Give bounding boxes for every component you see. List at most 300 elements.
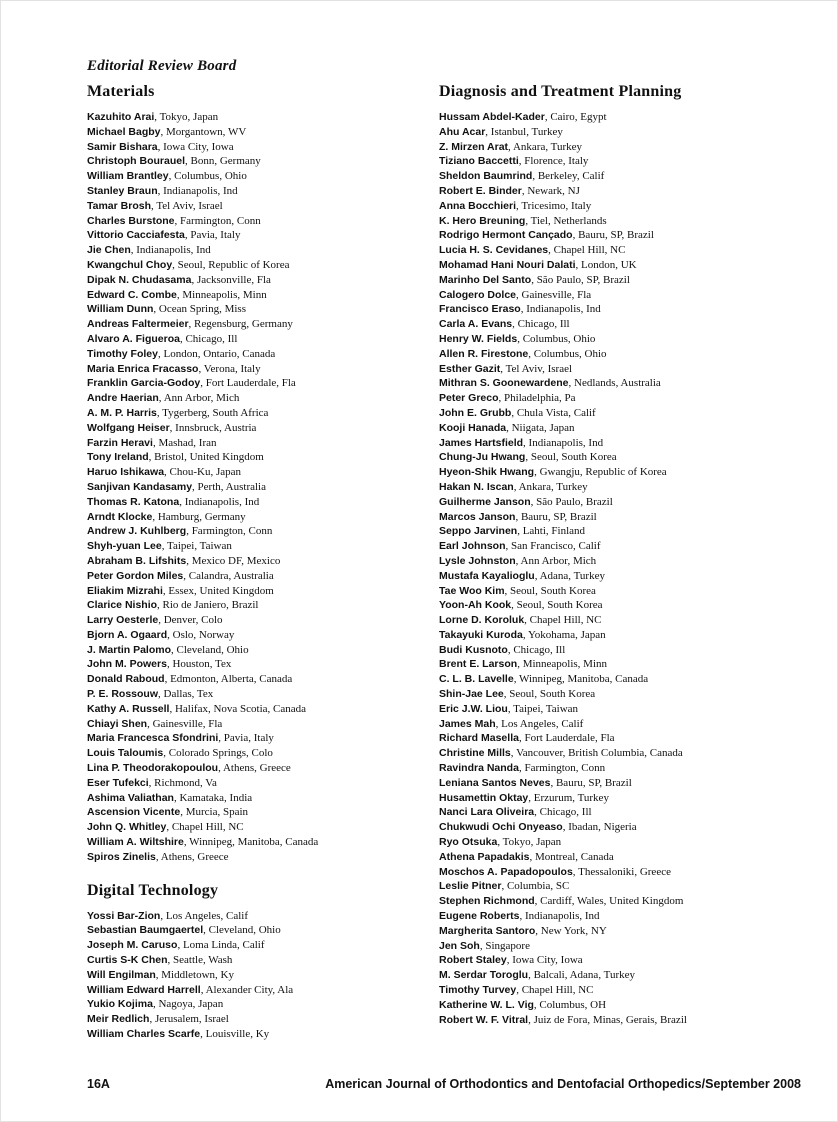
reviewer-location: Ocean Spring, Miss xyxy=(158,303,246,316)
reviewer-entry: Donald Raboud, Edmonton, Alberta, Canada xyxy=(87,673,293,686)
reviewer-entry: Peter Gordon Miles, Calandra, Australia xyxy=(87,569,274,582)
reviewer-entry: C. L. B. Lavelle, Winnipeg, Manitoba, Canada xyxy=(439,673,649,686)
reviewer-location: Seattle, Wash xyxy=(173,954,233,967)
reviewer-name: Marinho Del Santo xyxy=(439,273,532,286)
reviewer-name: Stephen Richmond xyxy=(439,895,535,908)
reviewer-entry: Andrew J. Kuhlberg, Farmington, Conn xyxy=(87,525,273,538)
reviewer-entry: Tiziano Baccetti, Florence, Italy xyxy=(439,155,589,168)
reviewer-entry: Tony Ireland, Bristol, United Kingdom xyxy=(87,451,264,464)
reviewer-entry: Kwangchul Choy, Seoul, Republic of Korea xyxy=(87,258,290,271)
section-title: Materials xyxy=(87,83,155,100)
reviewer-name: Hussam Abdel-Kader xyxy=(439,111,545,123)
reviewer-entry: Yossi Bar-Zion, Los Angeles, Calif xyxy=(87,909,249,922)
reviewer-entry: James Hartsfield, Indianapolis, Ind xyxy=(439,436,604,449)
reviewer-name: Leniana Santos Neves xyxy=(439,776,551,789)
reviewer-location: Montreal, Canada xyxy=(534,850,614,863)
reviewer-entry: Haruo Ishikawa, Chou-Ku, Japan xyxy=(87,466,242,479)
reviewer-location: Iowa City, Iowa xyxy=(512,954,583,967)
reviewer-location: Oslo, Norway xyxy=(172,628,235,641)
reviewer-entry: John M. Powers, Houston, Tex xyxy=(87,658,232,671)
reviewer-location: Chula Vista, Calif xyxy=(516,406,596,419)
reviewer-entry: Robert Staley, Iowa City, Iowa xyxy=(439,954,583,967)
reviewer-location: Chapel Hill, NC xyxy=(171,821,244,834)
reviewer-location: Farmington, Conn xyxy=(191,525,273,538)
reviewer-name: K. Hero Breuning xyxy=(439,214,526,227)
reviewer-entry: Jen Soh, Singapore xyxy=(439,939,530,952)
reviewer-entry: Anna Bocchieri, Tricesimo, Italy xyxy=(439,199,592,212)
reviewer-name: Andrew J. Kuhlberg xyxy=(87,525,187,538)
reviewer-entry: Curtis S-K Chen, Seattle, Wash xyxy=(87,954,233,967)
reviewer-location: Essex, United Kingdom xyxy=(168,584,274,597)
reviewer-entry: A. M. P. Harris, Tygerberg, South Africa xyxy=(87,406,269,419)
reviewer-location: Colorado Springs, Colo xyxy=(168,747,273,760)
reviewer-name: Shin-Jae Lee xyxy=(439,688,504,701)
reviewer-entry: Thomas R. Katona, Indianapolis, Ind xyxy=(87,495,260,508)
reviewer-name: Spiros Zinelis xyxy=(87,850,156,863)
reviewer-location: Cairo, Egypt xyxy=(550,111,607,123)
reviewer-entry: Leniana Santos Neves, Bauru, SP, Brazil xyxy=(439,776,632,789)
reviewer-name: Edward C. Combe xyxy=(87,288,177,301)
reviewer-location: Winnipeg, Manitoba, Canada xyxy=(519,673,649,686)
reviewer-location: Ann Arbor, Mich xyxy=(520,554,597,567)
reviewer-entry: Shin-Jae Lee, Seoul, South Korea xyxy=(439,688,596,701)
reviewer-entry: Seppo Jarvinen, Lahti, Finland xyxy=(439,525,586,538)
reviewer-location: Houston, Tex xyxy=(172,658,232,671)
reviewer-entry: Arndt Klocke, Hamburg, Germany xyxy=(87,510,246,523)
reviewer-name: Andreas Faltermeier xyxy=(87,318,189,331)
reviewer-entry: Timothy Turvey, Chapel Hill, NC xyxy=(439,984,594,997)
reviewer-name: Larry Oesterle xyxy=(87,614,159,627)
reviewer-entry: Earl Johnson, San Francisco, Calif xyxy=(439,540,601,553)
section-title: Digital Technology xyxy=(87,881,219,899)
reviewer-name: Thomas R. Katona xyxy=(87,495,180,508)
reviewer-location: Innsbruck, Austria xyxy=(175,421,257,434)
reviewer-location: Cleveland, Ohio xyxy=(208,924,281,937)
reviewer-name: Henry W. Fields xyxy=(439,332,518,345)
reviewer-location: Erzurum, Turkey xyxy=(533,791,609,804)
reviewer-name: John E. Grubb xyxy=(439,406,512,419)
reviewer-location: Alexander City, Ala xyxy=(205,983,294,996)
reviewer-name: Wolfgang Heiser xyxy=(87,421,170,434)
reviewer-entry: Ahu Acar, Istanbul, Turkey xyxy=(439,125,563,138)
reviewer-name: Sheldon Baumrind xyxy=(439,170,533,183)
reviewer-entry: Larry Oesterle, Denver, Colo xyxy=(87,614,223,627)
reviewer-name: Robert W. F. Vitral xyxy=(439,1013,529,1026)
journal-title-line: American Journal of Orthodontics and Dentofacial Orthopedics/September 2008 xyxy=(325,1077,801,1091)
reviewer-location: Chapel Hill, NC xyxy=(553,244,626,257)
reviewer-entry: Chiayi Shen, Gainesville, Fla xyxy=(87,717,223,730)
reviewer-entry: Dipak N. Chudasama, Jacksonville, Fla xyxy=(87,273,271,286)
reviewer-name: Timothy Turvey xyxy=(439,984,517,997)
reviewer-location: Chicago, Ill xyxy=(517,318,570,331)
reviewer-entry: Meir Redlich, Jerusalem, Israel xyxy=(87,1013,229,1026)
reviewer-name: Esther Gazit xyxy=(439,362,501,375)
reviewer-name: Louis Taloumis xyxy=(87,747,164,760)
reviewer-location: Indianapolis, Ind xyxy=(526,303,601,316)
reviewer-name: William Dunn xyxy=(87,303,154,316)
reviewer-name: Francisco Eraso xyxy=(439,303,521,316)
reviewer-location: Indianapolis, Ind xyxy=(528,436,604,449)
reviewer-entry: Chung-Ju Hwang, Seoul, South Korea xyxy=(439,451,617,464)
reviewer-entry: Sheldon Baumrind, Berkeley, Calif xyxy=(439,170,605,183)
reviewer-name: Kwangchul Choy xyxy=(87,258,173,271)
reviewer-name: Anna Bocchieri xyxy=(439,199,517,212)
reviewer-location: London, Ontario, Canada xyxy=(163,347,276,360)
reviewer-name: Curtis S-K Chen xyxy=(87,954,168,967)
reviewer-entry: Joseph M. Caruso, Loma Linda, Calif xyxy=(87,939,265,952)
reviewer-name: William Charles Scarfe xyxy=(87,1028,201,1041)
reviewer-location: Denver, Colo xyxy=(163,614,223,627)
reviewer-entry: Carla A. Evans, Chicago, Ill xyxy=(439,318,570,331)
reviewer-location: Regensburg, Germany xyxy=(194,318,293,331)
reviewer-entry: Christoph Bourauel, Bonn, Germany xyxy=(87,155,261,168)
page-number: 16A xyxy=(87,1077,110,1091)
reviewer-entry: Eliakim Mizrahi, Essex, United Kingdom xyxy=(87,584,274,597)
reviewer-location: Indianapolis, Ind xyxy=(184,495,260,508)
reviewer-location: Chapel Hill, NC xyxy=(529,614,602,627)
reviewer-name: Vittorio Cacciafesta xyxy=(87,229,185,242)
editorial-review-board-heading: Editorial Review Board xyxy=(87,58,237,74)
reviewer-entry: Richard Masella, Fort Lauderdale, Fla xyxy=(439,732,615,745)
reviewer-name: Carla A. Evans xyxy=(439,318,513,331)
reviewer-location: Edmonton, Alberta, Canada xyxy=(170,673,293,686)
reviewer-entry: Andre Haerian, Ann Arbor, Mich xyxy=(87,392,240,405)
reviewer-entry: Peter Greco, Philadelphia, Pa xyxy=(439,392,576,405)
reviewer-name: Mustafa Kayalioglu xyxy=(439,569,535,582)
reviewer-name: Lucia H. S. Cevidanes xyxy=(439,244,549,257)
reviewer-name: Richard Masella xyxy=(439,732,519,745)
reviewer-name: Dipak N. Chudasama xyxy=(87,273,192,286)
reviewer-entry: Nanci Lara Oliveira, Chicago, Ill xyxy=(439,806,592,819)
reviewer-entry: Andreas Faltermeier, Regensburg, Germany xyxy=(87,318,293,331)
reviewer-name: Maria Francesca Sfondrini xyxy=(87,732,219,745)
reviewer-location: Morgantown, WV xyxy=(166,125,247,138)
reviewer-location: Middletown, Ky xyxy=(161,968,234,981)
reviewer-entry: William Edward Harrell, Alexander City, Ala xyxy=(87,983,294,996)
reviewer-location: Philadelphia, Pa xyxy=(504,392,576,405)
reviewer-entry: Mustafa Kayalioglu, Adana, Turkey xyxy=(439,569,605,582)
reviewer-location: Thessaloniki, Greece xyxy=(578,865,671,878)
reviewer-entry: Francisco Eraso, Indianapolis, Ind xyxy=(439,303,601,316)
reviewer-entry: Ryo Otsuka, Tokyo, Japan xyxy=(439,836,562,849)
reviewer-name: Guilherme Janson xyxy=(439,495,531,508)
reviewer-entry: Ascension Vicente, Murcia, Spain xyxy=(87,806,249,819)
reviewer-name: Peter Gordon Miles xyxy=(87,569,184,582)
reviewer-name: Eric J.W. Liou xyxy=(439,702,508,715)
reviewer-entry: William Charles Scarfe, Louisville, Ky xyxy=(87,1028,270,1041)
reviewer-entry: Louis Taloumis, Colorado Springs, Colo xyxy=(87,747,273,760)
reviewer-name: Calogero Dolce xyxy=(439,288,517,301)
reviewer-entry: Vittorio Cacciafesta, Pavia, Italy xyxy=(87,229,241,242)
reviewer-name: Jie Chen xyxy=(87,244,131,257)
reviewer-entry: Kooji Hanada, Niigata, Japan xyxy=(439,421,575,434)
reviewer-location: Cardiff, Wales, United Kingdom xyxy=(540,895,684,908)
reviewer-location: Nedlands, Australia xyxy=(574,377,661,390)
reviewer-name: Andre Haerian xyxy=(87,392,159,405)
review-section xyxy=(87,881,439,1042)
reviewer-name: Eliakim Mizrahi xyxy=(87,584,163,597)
right-sections xyxy=(439,82,803,1027)
reviewer-location: Lahti, Finland xyxy=(522,525,586,538)
reviewer-entry: Henry W. Fields, Columbus, Ohio xyxy=(439,332,596,345)
reviewer-location: Tiel, Netherlands xyxy=(530,214,607,227)
reviewer-name: Farzin Heravi xyxy=(87,436,153,449)
reviewer-location: Bristol, United Kingdom xyxy=(154,451,264,464)
reviewer-entry: M. Serdar Toroglu, Balcali, Adana, Turkey xyxy=(439,969,635,982)
reviewer-location: São Paulo, Brazil xyxy=(536,495,613,508)
reviewer-name: Ascension Vicente xyxy=(87,806,181,819)
reviewer-entry: William Brantley, Columbus, Ohio xyxy=(87,170,247,183)
reviewer-location: Tokyo, Japan xyxy=(502,836,562,849)
reviewer-name: Lorne D. Koroluk xyxy=(439,614,525,627)
reviewer-entry: William A. Wiltshire, Winnipeg, Manitoba, Canada xyxy=(87,836,319,849)
review-section xyxy=(87,82,439,865)
reviewer-entry: Jie Chen, Indianapolis, Ind xyxy=(87,244,211,257)
reviewer-name: Mithran S. Goonewardene xyxy=(439,377,569,390)
reviewer-location: Indianapolis, Ind xyxy=(136,244,211,257)
reviewer-location: Gwangju, Republic of Korea xyxy=(539,466,667,479)
reviewer-location: Niigata, Japan xyxy=(511,421,575,434)
reviewer-location: Taipei, Taiwan xyxy=(513,702,579,715)
reviewer-location: Chicago, Ill xyxy=(539,806,592,819)
review-section xyxy=(439,82,803,1027)
reviewer-name: Lysle Johnston xyxy=(439,554,516,567)
reviewer-entry: Husamettin Oktay, Erzurum, Turkey xyxy=(439,791,609,804)
reviewer-location: Indianapolis, Ind xyxy=(163,184,238,197)
reviewer-name: Robert Staley xyxy=(439,954,507,967)
reviewer-entry: Robert W. F. Vitral, Juiz de Fora, Minas, Gerais, Brazil xyxy=(439,1013,687,1026)
reviewer-entry: John Q. Whitley, Chapel Hill, NC xyxy=(87,821,244,834)
reviewer-name: Budi Kusnoto xyxy=(439,643,508,656)
reviewer-location: Fort Lauderdale, Fla xyxy=(205,377,296,390)
reviewer-location: Chapel Hill, NC xyxy=(521,984,594,997)
right-column xyxy=(439,57,803,1042)
reviewer-entry: Farzin Heravi, Mashad, Iran xyxy=(87,436,217,449)
reviewer-entry: Edward C. Combe, Minneapolis, Minn xyxy=(87,288,267,301)
reviewer-entry: Samir Bishara, Iowa City, Iowa xyxy=(87,140,234,153)
reviewer-entry: Kazuhito Arai, Tokyo, Japan xyxy=(87,111,219,123)
reviewer-name: Leslie Pitner xyxy=(439,880,502,893)
reviewer-location: Seoul, South Korea xyxy=(530,451,617,464)
reviewer-entry: Shyh-yuan Lee, Taipei, Taiwan xyxy=(87,540,232,553)
reviewer-entry: Spiros Zinelis, Athens, Greece xyxy=(87,850,229,863)
left-sections xyxy=(87,82,439,1042)
reviewer-location: Tokyo, Japan xyxy=(159,111,219,123)
reviewer-name: Yukio Kojima xyxy=(87,998,153,1011)
reviewer-name: Will Engilman xyxy=(87,968,156,981)
reviewer-location: Indianapolis, Ind xyxy=(525,910,600,923)
reviewer-location: Tygerberg, South Africa xyxy=(162,406,269,419)
reviewer-name: James Hartsfield xyxy=(439,436,524,449)
reviewer-location: Ibadan, Nigeria xyxy=(568,821,637,834)
reviewer-entry: Clarice Nishio, Rio de Janiero, Brazil xyxy=(87,599,259,612)
reviewer-entry: P. E. Rossouw, Dallas, Tex xyxy=(87,688,214,701)
reviewer-location: Tel Aviv, Israel xyxy=(505,362,573,375)
reviewer-entry: Hakan N. Iscan, Ankara, Turkey xyxy=(439,480,588,493)
reviewer-location: Taipei, Taiwan xyxy=(167,540,232,553)
reviewer-location: Vancouver, British Columbia, Canada xyxy=(516,747,683,760)
reviewer-location: Rio de Janiero, Brazil xyxy=(162,599,259,612)
page-content xyxy=(1,1,837,1042)
reviewer-location: Murcia, Spain xyxy=(185,806,249,819)
reviewer-location: Newark, NJ xyxy=(527,184,580,197)
reviewer-entry: Wolfgang Heiser, Innsbruck, Austria xyxy=(87,421,257,434)
section-title: Diagnosis and Treatment Planning xyxy=(439,83,682,100)
reviewer-location: Ankara, Turkey xyxy=(518,480,588,493)
reviewer-name: Kazuhito Arai xyxy=(87,111,155,123)
reviewer-entry: Ashima Valiathan, Kamataka, India xyxy=(87,791,253,804)
reviewer-name: Allen R. Firestone xyxy=(439,347,529,360)
reviewer-entry: Yukio Kojima, Nagoya, Japan xyxy=(87,998,224,1011)
reviewer-name: Abraham B. Lifshits xyxy=(87,554,187,567)
reviewer-name: Yoon-Ah Kook xyxy=(439,599,512,612)
reviewer-location: Farmington, Conn xyxy=(180,214,261,227)
reviewer-name: Hyeon-Shik Hwang xyxy=(439,466,535,479)
reviewer-name: William Brantley xyxy=(87,170,169,183)
reviewer-entry: Christine Mills, Vancouver, British Columbia, Canada xyxy=(439,747,683,760)
reviewer-location: Bonn, Germany xyxy=(190,155,261,168)
reviewer-location: Columbus, OH xyxy=(539,998,607,1011)
reviewer-entry: Chukwudi Ochi Onyeaso, Ibadan, Nigeria xyxy=(439,821,637,834)
reviewer-location: Columbus, Ohio xyxy=(522,332,596,345)
reviewer-entry: John E. Grubb, Chula Vista, Calif xyxy=(439,406,596,419)
reviewer-location: Balcali, Adana, Turkey xyxy=(533,969,635,982)
reviewer-entry: Rodrigo Hermont Cançado, Bauru, SP, Brazil xyxy=(439,229,654,242)
reviewer-location: Verona, Italy xyxy=(203,362,261,375)
reviewer-location: Columbus, Ohio xyxy=(533,347,607,360)
reviewer-name: Robert E. Binder xyxy=(439,184,522,197)
reviewer-location: Nagoya, Japan xyxy=(158,998,224,1011)
reviewer-name: Z. Mirzen Arat xyxy=(439,140,509,153)
reviewer-name: Rodrigo Hermont Cançado xyxy=(439,229,573,242)
reviewer-name: Kathy A. Russell xyxy=(87,702,170,715)
reviewer-name: Sebastian Baumgaertel xyxy=(87,924,204,937)
reviewer-location: Istanbul, Turkey xyxy=(490,125,563,138)
reviewer-name: P. E. Rossouw xyxy=(87,688,158,701)
reviewer-name: Maria Enrica Fracasso xyxy=(87,362,199,375)
reviewer-entry: Hussam Abdel-Kader, Cairo, Egypt xyxy=(439,111,607,123)
reviewer-entry: Margherita Santoro, New York, NY xyxy=(439,924,607,937)
reviewer-name: Brent E. Larson xyxy=(439,658,518,671)
reviewer-location: Halifax, Nova Scotia, Canada xyxy=(174,702,307,715)
reviewer-name: Clarice Nishio xyxy=(87,599,158,612)
reviewer-entry: Hyeon-Shik Hwang, Gwangju, Republic of Korea xyxy=(439,466,667,479)
reviewer-location: Berkeley, Calif xyxy=(537,170,605,183)
reviewer-name: Hakan N. Iscan xyxy=(439,480,514,493)
reviewer-entry: Eugene Roberts, Indianapolis, Ind xyxy=(439,910,600,923)
reviewer-name: Eugene Roberts xyxy=(439,910,520,923)
reviewer-name: C. L. B. Lavelle xyxy=(439,673,514,686)
reviewer-name: James Mah xyxy=(439,717,496,730)
reviewer-entry: Kathy A. Russell, Halifax, Nova Scotia, Canada xyxy=(87,702,307,715)
reviewer-entry: Sanjivan Kandasamy, Perth, Australia xyxy=(87,480,266,493)
reviewer-entry: Takayuki Kuroda, Yokohama, Japan xyxy=(439,628,606,641)
reviewer-entry: Guilherme Janson, São Paulo, Brazil xyxy=(439,495,613,508)
reviewer-location: Gainesville, Fla xyxy=(152,717,223,730)
reviewer-entry: James Mah, Los Angeles, Calif xyxy=(439,717,584,730)
reviewer-entry: Timothy Foley, London, Ontario, Canada xyxy=(87,347,276,360)
reviewer-name: Donald Raboud xyxy=(87,673,165,686)
reviewer-location: Mexico DF, Mexico xyxy=(191,554,281,567)
reviewer-location: Perth, Australia xyxy=(197,480,266,493)
reviewer-name: J. Martin Palomo xyxy=(87,643,172,656)
reviewer-entry: Leslie Pitner, Columbia, SC xyxy=(439,880,570,893)
reviewer-name: Charles Burstone xyxy=(87,214,175,227)
reviewer-name: Chung-Ju Hwang xyxy=(439,451,526,464)
reviewer-name: Lina P. Theodorakopoulou xyxy=(87,762,219,775)
reviewer-location: Chicago, Ill xyxy=(185,332,238,345)
reviewer-location: São Paulo, SP, Brazil xyxy=(536,273,630,286)
reviewer-name: Athena Papadakis xyxy=(439,850,530,863)
reviewer-location: Jacksonville, Fla xyxy=(196,273,271,286)
reviewer-entry: Bjorn A. Ogaard, Oslo, Norway xyxy=(87,628,235,641)
reviewer-name: Ahu Acar xyxy=(439,125,486,138)
reviewer-location: Juiz de Fora, Minas, Gerais, Brazil xyxy=(533,1013,687,1026)
reviewer-entry: Tamar Brosh, Tel Aviv, Israel xyxy=(87,199,223,212)
left-column xyxy=(87,57,439,1042)
reviewer-name: Chiayi Shen xyxy=(87,717,148,730)
reviewer-location: Richmond, Va xyxy=(154,776,217,789)
reviewer-entry: Eser Tufekci, Richmond, Va xyxy=(87,776,217,789)
reviewer-entry: Stephen Richmond, Cardiff, Wales, United Kingdom xyxy=(439,895,684,908)
reviewer-name: Christoph Bourauel xyxy=(87,155,186,168)
reviewer-entry: Franklin Garcia-Godoy, Fort Lauderdale, Fla xyxy=(87,377,296,390)
reviewer-location: Farmington, Conn xyxy=(524,762,606,775)
reviewer-name: Tiziano Baccetti xyxy=(439,155,519,168)
reviewer-entry: K. Hero Breuning, Tiel, Netherlands xyxy=(439,214,607,227)
reviewer-entry: Sebastian Baumgaertel, Cleveland, Ohio xyxy=(87,924,281,937)
reviewer-entry: Maria Francesca Sfondrini, Pavia, Italy xyxy=(87,732,274,745)
reviewer-entry: Stanley Braun, Indianapolis, Ind xyxy=(87,184,238,197)
reviewer-entry: Lucia H. S. Cevidanes, Chapel Hill, NC xyxy=(439,244,626,257)
reviewer-entry: Budi Kusnoto, Chicago, Ill xyxy=(439,643,566,656)
reviewer-location: Louisville, Ky xyxy=(205,1028,270,1041)
reviewer-entry: Athena Papadakis, Montreal, Canada xyxy=(439,850,614,863)
reviewer-entry: Calogero Dolce, Gainesville, Fla xyxy=(439,288,592,301)
reviewer-name: Seppo Jarvinen xyxy=(439,525,518,538)
reviewer-entry: Lysle Johnston, Ann Arbor, Mich xyxy=(439,554,597,567)
reviewer-location: Tricesimo, Italy xyxy=(521,199,592,212)
reviewer-name: Katherine W. L. Vig xyxy=(439,998,534,1011)
reviewer-name: Chukwudi Ochi Onyeaso xyxy=(439,821,563,834)
reviewer-name: Meir Redlich xyxy=(87,1013,150,1026)
reviewer-location: Yokohama, Japan xyxy=(527,628,606,641)
reviewer-entry: J. Martin Palomo, Cleveland, Ohio xyxy=(87,643,249,656)
reviewer-name: M. Serdar Toroglu xyxy=(439,969,529,982)
reviewer-name: William Edward Harrell xyxy=(87,983,201,996)
reviewer-location: Athens, Greece xyxy=(222,762,291,775)
reviewer-location: Calandra, Australia xyxy=(188,569,274,582)
reviewer-entry: Z. Mirzen Arat, Ankara, Turkey xyxy=(439,140,583,153)
reviewer-location: Seoul, South Korea xyxy=(510,584,596,597)
reviewer-entry: William Dunn, Ocean Spring, Miss xyxy=(87,303,246,316)
reviewer-entry: Marinho Del Santo, São Paulo, SP, Brazil xyxy=(439,273,630,286)
reviewer-name: John M. Powers xyxy=(87,658,167,671)
reviewer-name: Jen Soh xyxy=(439,939,480,952)
reviewer-location: Florence, Italy xyxy=(524,155,589,168)
reviewer-location: Bauru, SP, Brazil xyxy=(578,229,654,242)
reviewer-location: Kamataka, India xyxy=(179,791,253,804)
reviewer-name: Yossi Bar-Zion xyxy=(87,909,161,922)
reviewer-entry: Abraham B. Lifshits, Mexico DF, Mexico xyxy=(87,554,281,567)
reviewer-name: Samir Bishara xyxy=(87,140,158,153)
reviewer-entry: Charles Burstone, Farmington, Conn xyxy=(87,214,261,227)
reviewer-location: Pavia, Italy xyxy=(223,732,274,745)
reviewer-name: Timothy Foley xyxy=(87,347,158,360)
reviewer-name: Margherita Santoro xyxy=(439,924,536,937)
reviewer-name: Moschos A. Papadopoulos xyxy=(439,865,573,878)
reviewer-location: Dallas, Tex xyxy=(163,688,214,701)
